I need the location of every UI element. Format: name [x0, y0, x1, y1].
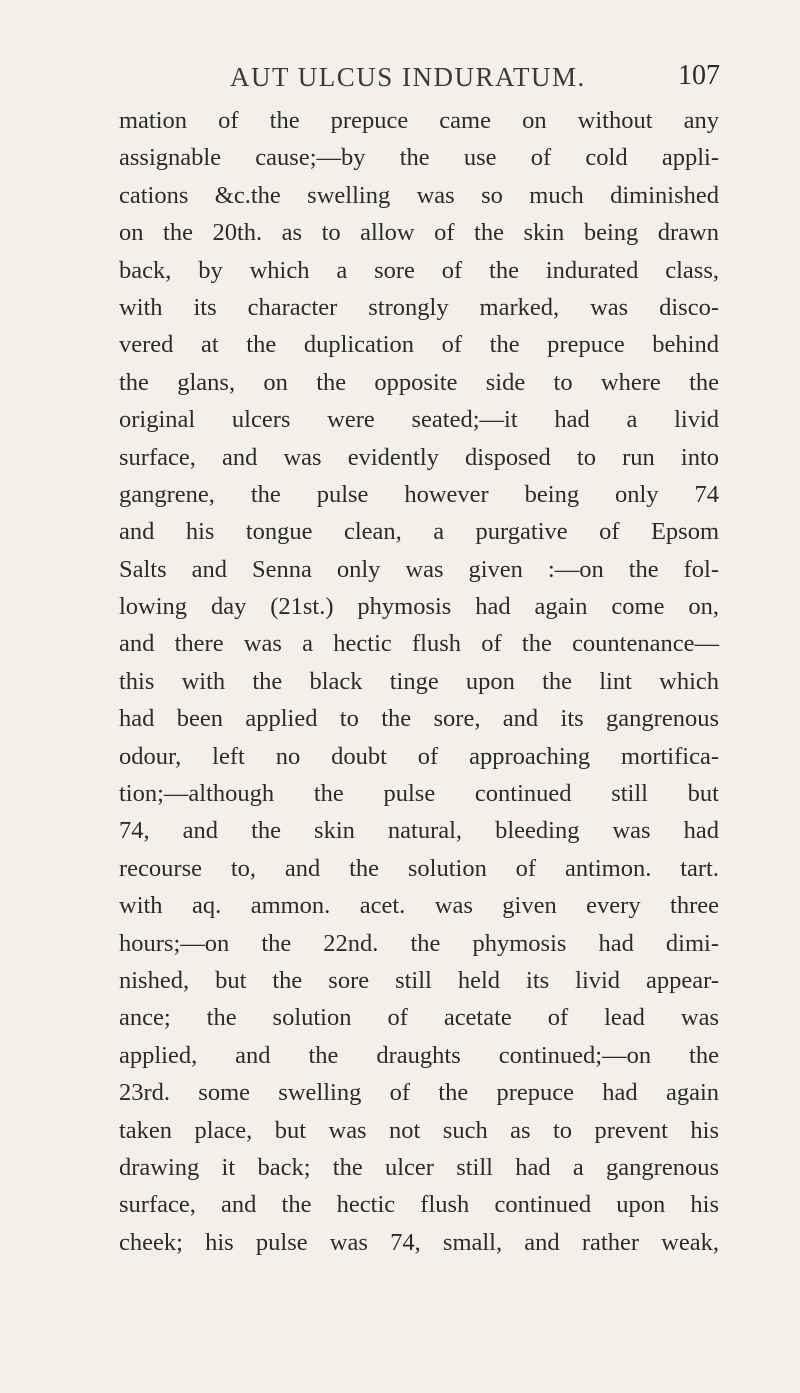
text-line: and his tongue clean, a purgative of Epsom — [119, 518, 719, 546]
page-number: 107 — [678, 60, 720, 91]
text-line: ance; the solution of acetate of lead was — [119, 1004, 719, 1032]
text-line: vered at the duplication of the prepuce behind — [119, 331, 719, 359]
text-line: original ulcers were seated;—it had a livid — [119, 406, 719, 434]
text-line: taken place, but was not such as to prevent his — [119, 1116, 719, 1144]
text-line: surface, and was evidently disposed to run into — [119, 443, 719, 471]
running-head: AUT ULCUS INDURATUM. — [230, 62, 586, 92]
text-line: on the 20th. as to allow of the skin being drawn — [119, 219, 719, 247]
text-line: this with the black tinge upon the lint which — [119, 667, 719, 695]
text-line: had been applied to the sore, and its gangrenous — [119, 705, 719, 733]
text-line: with aq. ammon. acet. was given every three — [119, 892, 719, 920]
text-line: cheek; his pulse was 74, small, and rather weak, — [119, 1228, 719, 1256]
text-line: recourse to, and the solution of antimon. tart. — [119, 854, 719, 882]
text-line: drawing it back; the ulcer still had a gangrenous — [119, 1153, 719, 1181]
page-header — [120, 62, 720, 102]
text-line: tion;—although the pulse continued still but — [119, 780, 719, 808]
text-line: with its character strongly marked, was disco- — [119, 293, 719, 321]
text-line: back, by which a sore of the indurated class, — [119, 256, 719, 284]
text-line: and there was a hectic flush of the countenance— — [119, 630, 719, 658]
text-line: nished, but the sore still held its livid appear- — [119, 966, 719, 994]
text-line: gangrene, the pulse however being only 74 — [119, 480, 719, 508]
text-line: odour, left no doubt of approaching mortifica- — [119, 742, 719, 770]
text-line: lowing day (21st.) phymosis had again come on, — [119, 593, 719, 621]
text-line: mation of the prepuce came on without any — [119, 107, 719, 134]
text-line: surface, and the hectic flush continued upon his — [119, 1191, 719, 1219]
text-line: Salts and Senna only was given :—on the fol- — [119, 555, 719, 583]
body-text — [119, 102, 719, 1261]
text-line: hours;—on the 22nd. the phymosis had dimi- — [119, 929, 719, 957]
text-line: the glans, on the opposite side to where the — [119, 368, 719, 396]
text-line: applied, and the draughts continued;—on the — [119, 1041, 719, 1069]
text-line: 23rd. some swelling of the prepuce had again — [119, 1079, 719, 1107]
text-line: 74, and the skin natural, bleeding was had — [119, 817, 719, 845]
text-line: cations &c.the swelling was so much diminished — [119, 181, 719, 209]
text-line: assignable cause;—by the use of cold appli- — [119, 144, 719, 172]
